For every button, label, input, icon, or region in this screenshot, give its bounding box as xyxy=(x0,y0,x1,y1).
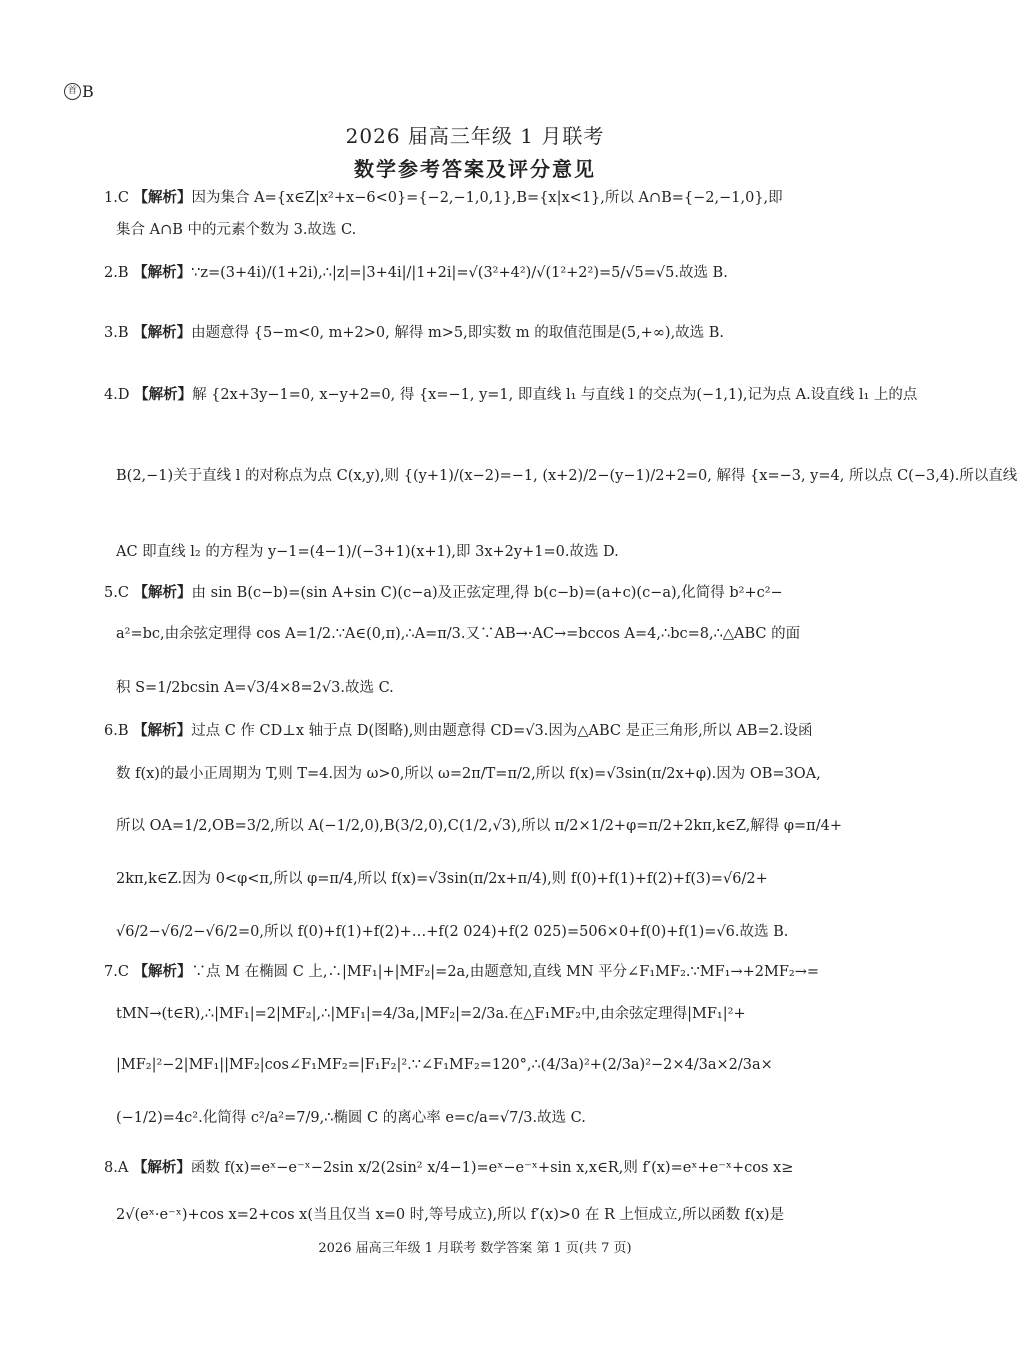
q5-line-3: 积 S=1/2bcsin A=√3/4×8=2√3.故选 C. xyxy=(116,680,394,696)
q3-line-1: 3.B 【解析】由题意得 {5−m<0, m+2>0, 解得 m>5,即实数 m 的取值范围是(5,+∞),故选 B. xyxy=(104,324,725,341)
q1-line-2: 集合 A∩B 中的元素个数为 3.故选 C. xyxy=(116,222,357,238)
q6-line-2: 数 f(x)的最小正周期为 T,则 T=4.因为 ω>0,所以 ω=2π/T=π/2,所以 f(x)=√3sin(π/2x+φ).因为 OB=3OA, xyxy=(116,766,821,782)
q6-line-4: 2kπ,k∈Z.因为 0<φ<π,所以 φ=π/4,所以 f(x)=√3sin(π/2x+π/4),则 f(0)+f(1)+f(2)+f(3)=√6/2+ xyxy=(116,871,768,887)
q5-line-2: a²=bc,由余弦定理得 cos A=1/2.∵A∈(0,π),∴A=π/3.又∵AB→·AC→=bccos A=4,∴bc=8,∴△ABC 的面 xyxy=(116,626,801,642)
q8-line-2: 2√(eˣ·e⁻ˣ)+cos x=2+cos x(当且仅当 x=0 时,等号成立),所以 f′(x)>0 在 R 上恒成立,所以函数 f(x)是 xyxy=(116,1207,785,1223)
analysis-label: 【解析】 xyxy=(134,386,193,403)
q4-line-3: AC 即直线 l₂ 的方程为 y−1=(4−1)/(−3+1)(x+1),即 3x+2y+1=0.故选 D. xyxy=(116,544,619,560)
analysis-label: 【解析】 xyxy=(133,722,192,739)
q7-line-1: 7.C 【解析】∵点 M 在椭圆 C 上,∴|MF₁|+|MF₂|=2a,由题意知,直线 MN 平分∠F₁MF₂.∵MF₁→+2MF₂→= xyxy=(104,963,819,980)
q6-line-1: 6.B 【解析】过点 C 作 CD⊥x 轴于点 D(图略),则由题意得 CD=√3.因为△ABC 是正三角形,所以 AB=2.设函 xyxy=(104,722,813,739)
q4-line-1: 4.D 【解析】解 {2x+3y−1=0, x−y+2=0, 得 {x=−1, y=1, 即直线 l₁ 与直线 l 的交点为(−1,1),记为点 A.设直线 l₁ 上的点 xyxy=(104,386,918,403)
q8-line-1: 8.A 【解析】函数 f(x)=eˣ−e⁻ˣ−2sin x/2(2sin² x/4−1)=eˣ−e⁻ˣ+sin x,x∈R,则 f′(x)=eˣ+e⁻ˣ+cos x≥ xyxy=(104,1159,794,1176)
seal-mark: 首 xyxy=(64,83,81,100)
answer-subtitle: 数学参考答案及评分意见 xyxy=(354,157,596,181)
corner-mark xyxy=(64,82,94,101)
q7-line-3: |MF₂|²−2|MF₁||MF₂|cos∠F₁MF₂=|F₁F₂|².∵∠F₁MF₂=120°,∴(4/3a)²+(2/3a)²−2×4/3a×2/3a× xyxy=(116,1057,773,1073)
analysis-label: 【解析】 xyxy=(133,324,192,341)
q4-line-2: B(2,−1)关于直线 l 的对称点为点 C(x,y),则 {(y+1)/(x−2)=−1, (x+2)/2−(y−1)/2+2=0, 解得 {x=−3, y=4, 所以点 C(−3,4).所以直线 xyxy=(116,468,1017,484)
q5-line-1: 5.C 【解析】由 sin B(c−b)=(sin A+sin C)(c−a)及正弦定理,得 b(c−b)=(a+c)(c−a),化简得 b²+c²− xyxy=(104,584,783,601)
exam-title: 2026 届高三年级 1 月联考 xyxy=(345,124,605,148)
q2-line-1: 2.B 【解析】∵z=(3+4i)/(1+2i),∴|z|=|3+4i|/|1+2i|=√(3²+4²)/√(1²+2²)=5/√5=√5.故选 B. xyxy=(104,264,728,281)
q6-line-3: 所以 OA=1/2,OB=3/2,所以 A(−1/2,0),B(3/2,0),C(1/2,√3),所以 π/2×1/2+φ=π/2+2kπ,k∈Z,解得 φ=π/4+ xyxy=(116,818,842,834)
analysis-label: 【解析】 xyxy=(133,189,192,206)
q7-line-2: tMN→(t∈R),∴|MF₁|=2|MF₂|,∴|MF₁|=4/3a,|MF₂|=2/3a.在△F₁MF₂中,由余弦定理得|MF₁|²+ xyxy=(116,1006,746,1022)
analysis-label: 【解析】 xyxy=(132,1159,191,1176)
version-letter: B xyxy=(82,82,94,101)
q1-line-1: 1.C 【解析】因为集合 A={x∈Z|x²+x−6<0}={−2,−1,0,1},B={x|x<1},所以 A∩B={−2,−1,0},即 xyxy=(104,189,783,206)
q6-line-5: √6/2−√6/2−√6/2=0,所以 f(0)+f(1)+f(2)+…+f(2 024)+f(2 025)=506×0+f(0)+f(1)=√6.故选 B. xyxy=(116,924,789,940)
analysis-label: 【解析】 xyxy=(133,584,192,601)
analysis-label: 【解析】 xyxy=(133,963,192,980)
analysis-label: 【解析】 xyxy=(133,264,192,281)
q7-line-4: (−1/2)=4c².化简得 c²/a²=7/9,∴椭圆 C 的离心率 e=c/a=√7/3.故选 C. xyxy=(116,1110,586,1126)
page-footer: 2026 届高三年级 1 月联考 数学答案 第 1 页(共 7 页) xyxy=(318,1241,632,1256)
